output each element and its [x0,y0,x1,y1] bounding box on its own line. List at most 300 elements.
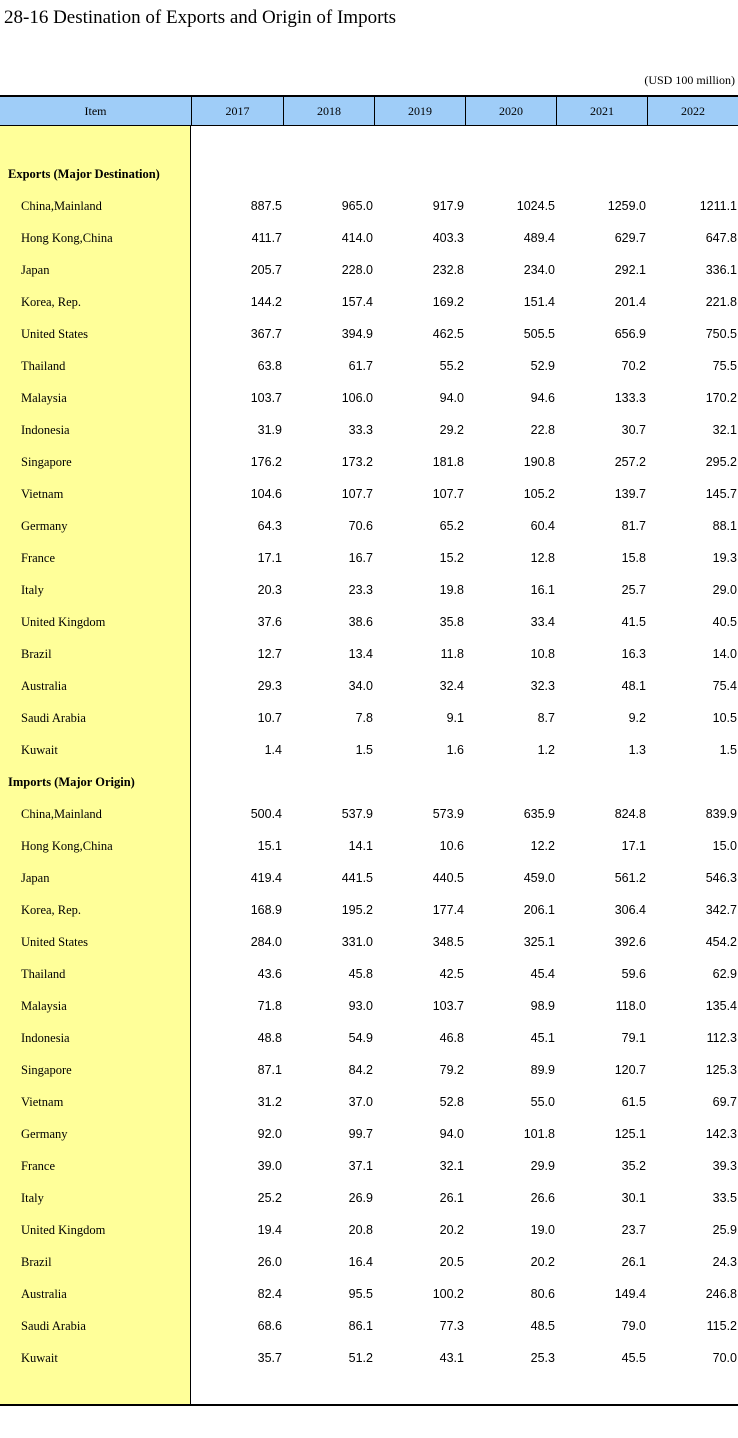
table-cell: 12.8 [530,551,555,565]
table-cell: 33.3 [348,423,373,437]
table-row [0,318,738,350]
table-cell: 10.5 [712,711,737,725]
table-cell: 15.0 [712,839,737,853]
table-cell: 64.3 [257,519,282,533]
table-cell: 35.7 [257,1351,282,1365]
table-cell: 89.9 [530,1063,555,1077]
table-cell: 79.2 [439,1063,464,1077]
table-cell: 419.4 [250,871,282,885]
table-cell: 20.3 [257,583,282,597]
table-cell: 195.2 [341,903,373,917]
page-title: 28-16 Destination of Exports and Origin of Imports [4,7,397,28]
table-cell: 51.2 [348,1351,373,1365]
row-label: United States [21,327,89,341]
table-cell: 7.8 [355,711,373,725]
table-cell: 133.3 [614,391,646,405]
table-cell: 170.2 [705,391,737,405]
table-cell: 23.3 [348,583,373,597]
table-cell: 69.7 [712,1095,737,1109]
table-cell: 9.1 [446,711,464,725]
table-cell: 95.5 [348,1287,373,1301]
table-cell: 9.2 [628,711,646,725]
table-cell: 647.8 [705,231,737,245]
table-cell: 295.2 [705,455,737,469]
row-label: Thailand [21,359,66,373]
table-cell: 561.2 [614,871,646,885]
row-label: Korea, Rep. [21,903,82,917]
table-row [0,670,738,702]
table-cell: 15.8 [621,551,646,565]
table-cell: 68.6 [257,1319,282,1333]
row-label: Germany [21,1127,68,1141]
table-cell: 965.0 [341,199,373,213]
table-cell: 43.1 [439,1351,464,1365]
table-cell: 12.2 [530,839,555,853]
table-cell: 16.4 [348,1255,373,1269]
table-header [0,95,738,126]
row-label: Malaysia [21,391,67,405]
table-cell: 65.2 [439,519,464,533]
table-cell: 81.7 [621,519,646,533]
table-cell: 205.7 [250,263,282,277]
table-cell: 246.8 [705,1287,737,1301]
table-cell: 35.8 [439,615,464,629]
table-row [0,958,738,990]
table-cell: 75.4 [712,679,737,693]
table-cell: 32.1 [712,423,737,437]
table-cell: 342.7 [705,903,737,917]
table-cell: 25.7 [621,583,646,597]
table-cell: 29.0 [712,583,737,597]
table-cell: 459.0 [523,871,555,885]
table-row [0,734,738,766]
header-year: 2017 [191,97,283,125]
table-cell: 29.2 [439,423,464,437]
table-cell: 20.2 [530,1255,555,1269]
table-cell: 168.9 [250,903,282,917]
table-cell: 441.5 [341,871,373,885]
section-label: Imports (Major Origin) [8,775,135,789]
row-label: France [21,1159,56,1173]
table-cell: 107.7 [432,487,464,501]
table-cell: 35.2 [621,1159,646,1173]
table-row [0,542,738,574]
table-cell: 221.8 [705,295,737,309]
table-cell: 63.8 [257,359,282,373]
table-cell: 17.1 [257,551,282,565]
table-cell: 839.9 [705,807,737,821]
table-cell: 30.7 [621,423,646,437]
row-label: Thailand [21,967,66,981]
table-row [0,862,738,894]
table-cell: 887.5 [250,199,282,213]
table-cell: 26.6 [530,1191,555,1205]
table-cell: 190.8 [523,455,555,469]
table-cell: 414.0 [341,231,373,245]
table-cell: 394.9 [341,327,373,341]
table-cell: 31.2 [257,1095,282,1109]
table-cell: 234.0 [523,263,555,277]
table-cell: 181.8 [432,455,464,469]
table-cell: 144.2 [250,295,282,309]
table-cell: 61.5 [621,1095,646,1109]
table-cell: 26.1 [439,1191,464,1205]
row-label: Australia [21,1287,67,1301]
table-cell: 232.8 [432,263,464,277]
row-label: Saudi Arabia [21,711,86,725]
table-cell: 331.0 [341,935,373,949]
table-cell: 325.1 [523,935,555,949]
data-table [0,95,738,1406]
table-cell: 440.5 [432,871,464,885]
table-cell: 45.8 [348,967,373,981]
row-label: Kuwait [21,1351,58,1365]
table-cell: 173.2 [341,455,373,469]
table-cell: 16.3 [621,647,646,661]
table-cell: 201.4 [614,295,646,309]
table-cell: 1.2 [537,743,555,757]
table-cell: 454.2 [705,935,737,949]
table-cell: 20.8 [348,1223,373,1237]
row-label: Brazil [21,647,52,661]
table-cell: 38.6 [348,615,373,629]
table-cell: 228.0 [341,263,373,277]
table-row [0,1278,738,1310]
header-year: 2021 [556,97,647,125]
table-cell: 489.4 [523,231,555,245]
table-row [0,1342,738,1374]
table-cell: 48.8 [257,1031,282,1045]
table-cell: 79.1 [621,1031,646,1045]
table-cell: 629.7 [614,231,646,245]
table-cell: 39.3 [712,1159,737,1173]
table-row [0,222,738,254]
table-cell: 15.1 [257,839,282,853]
table-row [0,1182,738,1214]
table-row [0,990,738,1022]
table-row [0,478,738,510]
table-cell: 26.9 [348,1191,373,1205]
table-cell: 24.3 [712,1255,737,1269]
table-cell: 86.1 [348,1319,373,1333]
table-cell: 145.7 [705,487,737,501]
table-cell: 84.2 [348,1063,373,1077]
row-label: Singapore [21,1063,72,1077]
table-row [0,702,738,734]
table-cell: 1.3 [628,743,646,757]
table-cell: 33.5 [712,1191,737,1205]
table-row [0,926,738,958]
table-cell: 546.3 [705,871,737,885]
table-cell: 29.3 [257,679,282,693]
header-year: 2022 [647,97,738,125]
table-cell: 16.1 [530,583,555,597]
table-cell: 125.1 [614,1127,646,1141]
header-year: 2018 [283,97,374,125]
table-cell: 115.2 [706,1319,737,1333]
row-label: Hong Kong,China [21,231,113,245]
row-label: Saudi Arabia [21,1319,86,1333]
table-cell: 20.5 [439,1255,464,1269]
table-cell: 70.2 [621,359,646,373]
table-cell: 1.6 [446,743,464,757]
table-cell: 336.1 [705,263,737,277]
table-cell: 100.2 [432,1287,464,1301]
table-cell: 139.7 [614,487,646,501]
table-row [0,894,738,926]
table-cell: 103.7 [432,999,464,1013]
table-row [0,1054,738,1086]
table-cell: 52.9 [530,359,555,373]
table-cell: 70.6 [348,519,373,533]
table-row [0,606,738,638]
table-cell: 824.8 [614,807,646,821]
table-cell: 23.7 [621,1223,646,1237]
table-cell: 403.3 [432,231,464,245]
table-cell: 1.4 [264,743,282,757]
table-cell: 306.4 [614,903,646,917]
table-cell: 55.0 [530,1095,555,1109]
row-label: Japan [21,263,50,277]
table-cell: 37.1 [348,1159,373,1173]
table-row [0,510,738,542]
row-label: Hong Kong,China [21,839,113,853]
table-cell: 10.6 [439,839,464,853]
table-cell: 98.9 [530,999,555,1013]
table-cell: 93.0 [348,999,373,1013]
table-cell: 392.6 [614,935,646,949]
table-cell: 41.5 [621,615,646,629]
table-cell: 54.9 [348,1031,373,1045]
table-cell: 1259.0 [607,199,646,213]
table-cell: 19.4 [257,1223,282,1237]
table-cell: 10.7 [257,711,282,725]
unit-label: (USD 100 million) [644,73,735,87]
table-cell: 94.0 [439,1127,464,1141]
table-cell: 125.3 [705,1063,737,1077]
table-cell: 42.5 [439,967,464,981]
row-label: Vietnam [21,487,64,501]
table-cell: 45.5 [621,1351,646,1365]
table-cell: 19.0 [530,1223,555,1237]
table-cell: 87.1 [257,1063,282,1077]
table-cell: 45.4 [530,967,555,981]
table-row [0,798,738,830]
table-cell: 40.5 [712,615,737,629]
table-cell: 12.7 [257,647,282,661]
table-row [0,638,738,670]
table-cell: 26.1 [621,1255,646,1269]
row-label: Korea, Rep. [21,295,82,309]
table-cell: 94.6 [530,391,555,405]
table-cell: 60.4 [530,519,555,533]
table-cell: 176.2 [250,455,282,469]
table-row [0,1150,738,1182]
row-label: Italy [21,583,44,597]
table-cell: 62.9 [712,967,737,981]
table-cell: 8.7 [537,711,555,725]
row-label: Germany [21,519,68,533]
table-cell: 151.4 [523,295,555,309]
table-cell: 25.9 [712,1223,737,1237]
table-cell: 61.7 [348,359,373,373]
header-year: 2020 [465,97,556,125]
table-cell: 107.7 [341,487,373,501]
table-cell: 71.8 [257,999,282,1013]
table-cell: 32.1 [439,1159,464,1173]
row-label: Brazil [21,1255,52,1269]
table-cell: 10.8 [530,647,555,661]
table-row [0,350,738,382]
table-cell: 500.4 [250,807,282,821]
table-cell: 106.0 [341,391,373,405]
row-label: Italy [21,1191,44,1205]
row-label: Indonesia [21,423,70,437]
table-cell: 99.7 [348,1127,373,1141]
table-cell: 112.3 [706,1031,737,1045]
table-cell: 92.0 [257,1127,282,1141]
row-label: United Kingdom [21,615,106,629]
row-label: United Kingdom [21,1223,106,1237]
table-cell: 48.5 [530,1319,555,1333]
table-cell: 39.0 [257,1159,282,1173]
table-cell: 37.0 [348,1095,373,1109]
table-cell: 135.4 [705,999,737,1013]
table-cell: 917.9 [432,199,464,213]
section-label: Exports (Major Destination) [8,167,160,181]
table-cell: 1.5 [719,743,737,757]
table-cell: 48.1 [621,679,646,693]
table-cell: 16.7 [348,551,373,565]
table-cell: 118.0 [615,999,646,1013]
table-bottom-border [0,1404,738,1406]
table-cell: 19.8 [439,583,464,597]
table-cell: 104.6 [250,487,282,501]
table-cell: 25.2 [257,1191,282,1205]
table-cell: 1.5 [355,743,373,757]
table-cell: 17.1 [621,839,646,853]
table-cell: 59.6 [621,967,646,981]
table-cell: 34.0 [348,679,373,693]
row-label: Singapore [21,455,72,469]
table-row [0,830,738,862]
table-row [0,190,738,222]
table-cell: 13.4 [348,647,373,661]
table-cell: 750.5 [705,327,737,341]
table-cell: 142.3 [705,1127,737,1141]
table-cell: 169.2 [432,295,464,309]
row-label: China,Mainland [21,199,102,213]
table-cell: 656.9 [614,327,646,341]
table-cell: 257.2 [614,455,646,469]
table-cell: 14.0 [712,647,737,661]
table-cell: 367.7 [250,327,282,341]
table-cell: 573.9 [432,807,464,821]
table-cell: 20.2 [439,1223,464,1237]
row-label: China,Mainland [21,807,102,821]
table-cell: 25.3 [530,1351,555,1365]
row-label: France [21,551,56,565]
table-cell: 33.4 [530,615,555,629]
table-cell: 52.8 [439,1095,464,1109]
header-year: 2019 [374,97,465,125]
table-row [0,446,738,478]
row-label: Japan [21,871,50,885]
table-cell: 103.7 [250,391,282,405]
table-cell: 22.8 [530,423,555,437]
table-cell: 55.2 [439,359,464,373]
row-label: United States [21,935,89,949]
section-row [0,766,738,798]
table-cell: 19.3 [712,551,737,565]
row-label: Malaysia [21,999,67,1013]
table-row [0,382,738,414]
table-cell: 32.3 [530,679,555,693]
table-cell: 284.0 [250,935,282,949]
table-cell: 348.5 [432,935,464,949]
table-row [0,286,738,318]
table-cell: 30.1 [621,1191,646,1205]
table-cell: 11.8 [440,647,464,661]
table-cell: 79.0 [621,1319,646,1333]
header-item: Item [84,104,107,118]
table-cell: 1024.5 [516,199,555,213]
table-cell: 46.8 [439,1031,464,1045]
row-label: Indonesia [21,1031,70,1045]
table-cell: 26.0 [257,1255,282,1269]
table-row [0,1310,738,1342]
table-cell: 120.7 [614,1063,646,1077]
table-cell: 157.4 [341,295,373,309]
table-cell: 177.4 [432,903,464,917]
table-row [0,1246,738,1278]
table-cell: 43.6 [257,967,282,981]
table-cell: 70.0 [712,1351,737,1365]
table-cell: 206.1 [523,903,555,917]
table-cell: 14.1 [348,839,373,853]
table-cell: 537.9 [341,807,373,821]
table-cell: 505.5 [523,327,555,341]
table-cell: 82.4 [257,1287,282,1301]
table-cell: 105.2 [523,487,555,501]
table-cell: 45.1 [530,1031,555,1045]
row-label: Vietnam [21,1095,64,1109]
table-row [0,574,738,606]
row-label: Australia [21,679,67,693]
table-cell: 31.9 [257,423,282,437]
table-cell: 80.6 [530,1287,555,1301]
table-cell: 75.5 [712,359,737,373]
table-cell: 15.2 [439,551,464,565]
table-cell: 77.3 [439,1319,464,1333]
table-cell: 37.6 [257,615,282,629]
table-cell: 32.4 [439,679,464,693]
table-row [0,254,738,286]
table-row [0,414,738,446]
table-cell: 94.0 [439,391,464,405]
table-cell: 149.4 [614,1287,646,1301]
table-cell: 411.7 [251,231,282,245]
table-row [0,1118,738,1150]
table-cell: 292.1 [614,263,646,277]
table-cell: 88.1 [712,519,737,533]
table-row [0,1022,738,1054]
section-row [0,158,738,190]
table-cell: 635.9 [523,807,555,821]
row-label: Kuwait [21,743,58,757]
table-cell: 101.8 [523,1127,555,1141]
table-cell: 29.9 [530,1159,555,1173]
